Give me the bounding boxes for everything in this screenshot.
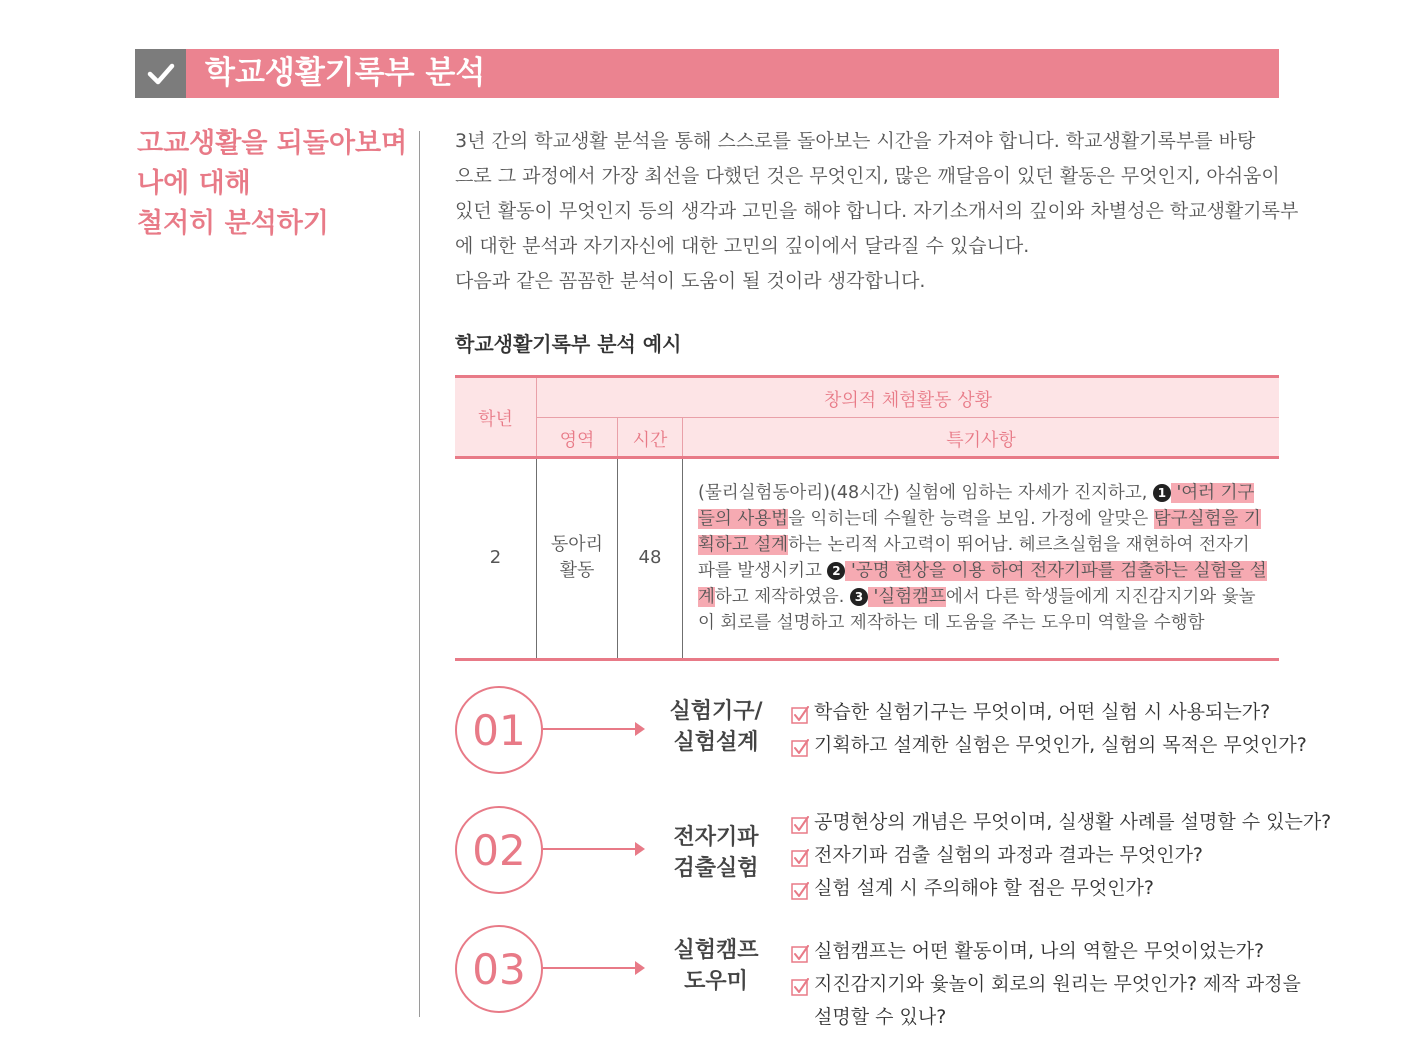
item-text-line: 실험캠프는 어떤 활동이며, 나의 역할은 무엇이었는가? [814, 940, 1265, 962]
arrow-right-icon [541, 728, 641, 730]
intro-line: 다음과 같은 꼼꼼한 분석이 도움이 될 것이라 생각합니다. [455, 270, 926, 292]
analysis-step [455, 925, 1335, 1028]
checklist-item [791, 696, 1331, 729]
notes-highlight: 들의 사용법 [698, 509, 789, 529]
step-checklist [791, 806, 1331, 905]
notes-highlight: 탐구실험을 기 [1153, 509, 1261, 529]
header-area: 영역 [559, 430, 595, 451]
intro-line: 3년 간의 학교생활 분석을 통해 스스로를 돌아보는 시간을 가져야 합니다. 학교생활기록부를 바탕 [455, 130, 1256, 152]
notes-text: (물리실험동아리)(48시간) 실험에 임하는 자세가 진지하고, [698, 483, 1153, 503]
side-title-line: 철저히 분석하기 [137, 208, 329, 239]
header-notes: 특기사항 [946, 430, 1016, 451]
number-badge: 3 [850, 588, 868, 606]
checklist-item-text [814, 968, 1301, 1034]
cell-area [537, 532, 617, 584]
notes-text: 하는 논리적 사고력이 뛰어남. 헤르츠실험을 재현하여 전자기 [788, 535, 1250, 555]
notes-highlight: 계 [698, 587, 715, 607]
side-title-line: 고교생활을 되돌아보며 [137, 128, 408, 159]
header-bar [135, 49, 1279, 98]
notes-highlight: 획하고 설계 [698, 535, 789, 555]
checklist-item [791, 872, 1331, 905]
step-label [655, 696, 777, 758]
table-header-border [455, 456, 1279, 459]
notes-text: 을 익히는데 수월한 능력을 보임. 가정에 알맞은 [788, 509, 1154, 529]
step-checklist [791, 935, 1331, 1034]
checkbox-checked-icon [791, 735, 809, 753]
checkbox-checked-icon [791, 845, 809, 863]
item-text-line: 전자기파 검출 실험의 과정과 결과는 무엇인가? [814, 844, 1204, 866]
checklist-item [791, 839, 1331, 872]
header-grade: 학년 [478, 409, 513, 430]
page-title: 학교생활기록부 분석 [205, 55, 486, 91]
intro-line: 에 대한 분석과 자기자신에 대한 고민의 깊이에서 달라질 수 있습니다. [455, 235, 1030, 257]
checkbox-checked-icon [791, 702, 809, 720]
arrow-head-icon [635, 842, 645, 856]
analysis-step [455, 806, 1335, 899]
checkbox-checked-icon [791, 941, 809, 959]
intro-line: 으로 그 과정에서 가장 최선을 다했던 것은 무엇인지, 많은 깨달음이 있던 활동은 무엇인지, 아쉬움이 [455, 165, 1280, 187]
step-label-line: 실험기구/ [669, 699, 763, 724]
header-time: 시간 [632, 430, 668, 451]
step-number-circle: 03 [455, 925, 543, 1013]
column-divider [682, 459, 683, 658]
analysis-step [455, 686, 1335, 776]
notes-line [698, 558, 1270, 584]
checklist-item-text [814, 872, 1154, 905]
record-table [455, 375, 1279, 661]
step-label [655, 935, 777, 997]
cell-notes [698, 480, 1270, 636]
checklist-item-text [814, 839, 1203, 872]
number-badge: 1 [1153, 484, 1171, 502]
checkbox-checked-icon [791, 974, 809, 992]
step-label-line: 실험캠프 [673, 938, 759, 963]
checkbox-checked-icon [791, 878, 809, 896]
step-label-line: 검출실험 [673, 856, 759, 881]
checklist-item-text [814, 729, 1307, 762]
checklist-item [791, 935, 1331, 968]
item-text-line: 실험 설계 시 주의해야 할 점은 무엇인가? [814, 877, 1154, 899]
section-title: 학교생활기록부 분석 예시 [455, 332, 682, 356]
notes-highlight: '실험캠프 [867, 587, 946, 607]
step-number-circle: 01 [455, 686, 543, 774]
arrow-head-icon [635, 961, 645, 975]
checkmark-icon [135, 49, 186, 98]
step-label [655, 822, 777, 884]
checklist-item [791, 729, 1331, 762]
notes-line [698, 506, 1270, 532]
number-badge: 2 [827, 562, 845, 580]
step-checklist [791, 696, 1331, 762]
notes-line [698, 584, 1270, 610]
step-label-line: 전자기파 [673, 825, 759, 850]
notes-line [698, 532, 1270, 558]
arrow-right-icon [541, 967, 641, 969]
intro-paragraph [455, 124, 1299, 299]
item-text-line: 학습한 실험기구는 무엇이며, 어떤 실험 시 사용되는가? [814, 701, 1271, 723]
side-title-line: 나에 대해 [137, 168, 251, 199]
header-group: 창의적 체험활동 상황 [824, 390, 992, 411]
notes-highlight: '공명 현상을 이용 하여 전자기파를 검출하는 실험을 설 [845, 561, 1267, 581]
checklist-item [791, 806, 1331, 839]
item-text-line: 공명현상의 개념은 무엇이며, 실생활 사례를 설명할 수 있는가? [814, 811, 1332, 833]
item-text-line: 지진감지기와 윷놀이 회로의 원리는 무엇인가? 제작 과정을 [814, 973, 1301, 995]
arrow-right-icon [541, 848, 641, 850]
intro-line: 있던 활동이 무엇인지 등의 생각과 고민을 해야 합니다. 자기소개서의 깊이와 차별성은 학교생활기록부 [455, 200, 1299, 222]
notes-text: 하고 제작하였음. [714, 587, 850, 607]
item-text-line: 기획하고 설계한 실험은 무엇인가, 실험의 목적은 무엇인가? [814, 734, 1307, 756]
header-divider [537, 417, 1279, 418]
notes-text: 에서 다른 학생들에게 지진감지기와 윷놀 [945, 587, 1256, 607]
step-number-circle: 02 [455, 806, 543, 894]
cell-area-line: 동아리 [550, 534, 604, 555]
vertical-divider [419, 131, 420, 1017]
cell-area-line: 활동 [559, 560, 595, 581]
checkbox-checked-icon [791, 812, 809, 830]
step-label-line: 도우미 [684, 969, 748, 994]
cell-time: 48 [638, 547, 662, 568]
checklist-item-text [814, 935, 1264, 968]
checklist-item [791, 968, 1331, 1034]
notes-highlight: '여러 기구 [1170, 483, 1255, 503]
step-label-line: 실험설계 [673, 730, 759, 755]
notes-line: 이 회로를 설명하고 제작하는 데 도움을 주는 도우미 역할을 수행함 [698, 613, 1205, 633]
table-bottom-border [455, 658, 1279, 661]
item-text-line: 설명할 수 있나? [814, 1006, 947, 1028]
cell-grade: 2 [489, 547, 502, 568]
arrow-head-icon [635, 722, 645, 736]
checklist-item-text [814, 806, 1331, 839]
notes-line [698, 480, 1270, 506]
checklist-item-text [814, 696, 1270, 729]
side-title [137, 124, 407, 244]
notes-text: 파를 발생시키고 [698, 561, 828, 581]
